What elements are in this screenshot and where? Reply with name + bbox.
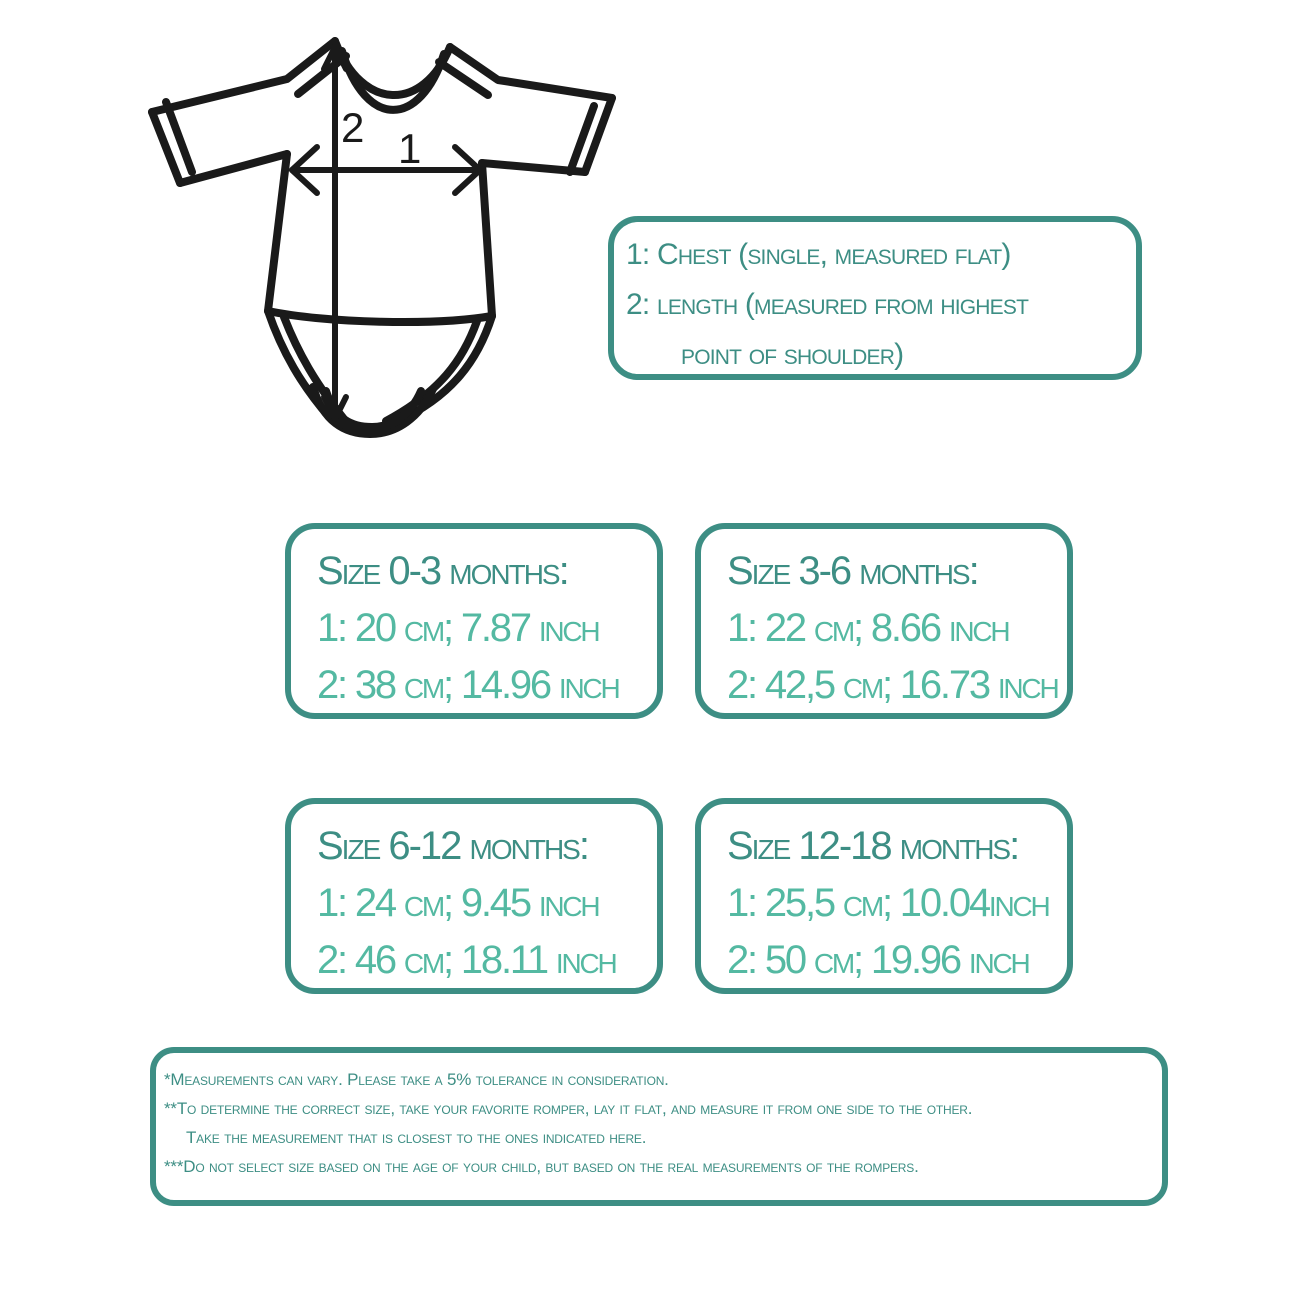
chest-measure-label: 1 xyxy=(398,125,422,172)
legend-line-length-cont: point of shoulder) xyxy=(681,338,904,371)
bodysuit-outline-icon xyxy=(152,41,612,434)
size-box-6-12-months xyxy=(285,798,663,994)
chest-measurement: 1: 25,5 cm; 10.04inch xyxy=(727,881,1049,925)
length-measure-label: 2 xyxy=(341,104,365,151)
bodysuit-diagram xyxy=(130,20,630,450)
size-box-0-3-months xyxy=(285,523,663,719)
size-title: Size 12-18 months: xyxy=(727,824,1019,868)
legend-line-chest: 1: Chest (single, measured flat) xyxy=(626,238,1011,271)
size-title: Size 3-6 months: xyxy=(727,549,978,593)
footnote-tolerance: *Measurements can vary. Please take a 5% tolerance in consideration. xyxy=(164,1070,669,1089)
size-title: Size 0-3 months: xyxy=(317,549,568,593)
legend-line-length: 2: length (measured from highest xyxy=(626,288,1029,321)
size-box-12-18-months xyxy=(695,798,1073,994)
footnote-how-to-measure-cont: Take the measurement that is closest to the ones indicated here. xyxy=(186,1128,647,1147)
length-measure-arrow-icon xyxy=(324,47,346,419)
chest-measurement: 1: 24 cm; 9.45 inch xyxy=(317,881,599,925)
length-measurement: 2: 46 cm; 18.11 inch xyxy=(317,938,616,982)
footnote-how-to-measure: **To determine the correct size, take your favorite romper, lay it flat, and measure it from one side to the other. xyxy=(164,1099,973,1118)
size-box-3-6-months xyxy=(695,523,1073,719)
chest-measurement: 1: 22 cm; 8.66 inch xyxy=(727,606,1009,650)
chest-measurement: 1: 20 cm; 7.87 inch xyxy=(317,606,599,650)
legend-box xyxy=(608,216,1142,380)
length-measurement: 2: 50 cm; 19.96 inch xyxy=(727,938,1029,982)
length-measurement: 2: 38 cm; 14.96 inch xyxy=(317,663,619,707)
length-measurement: 2: 42,5 cm; 16.73 inch xyxy=(727,663,1058,707)
size-title: Size 6-12 months: xyxy=(317,824,588,868)
chest-measure-arrow-icon xyxy=(292,147,480,193)
footnote-age-warning: ***Do not select size based on the age of your child, but based on the real measurements of the rompers. xyxy=(164,1157,919,1176)
footnotes-box xyxy=(150,1047,1168,1206)
